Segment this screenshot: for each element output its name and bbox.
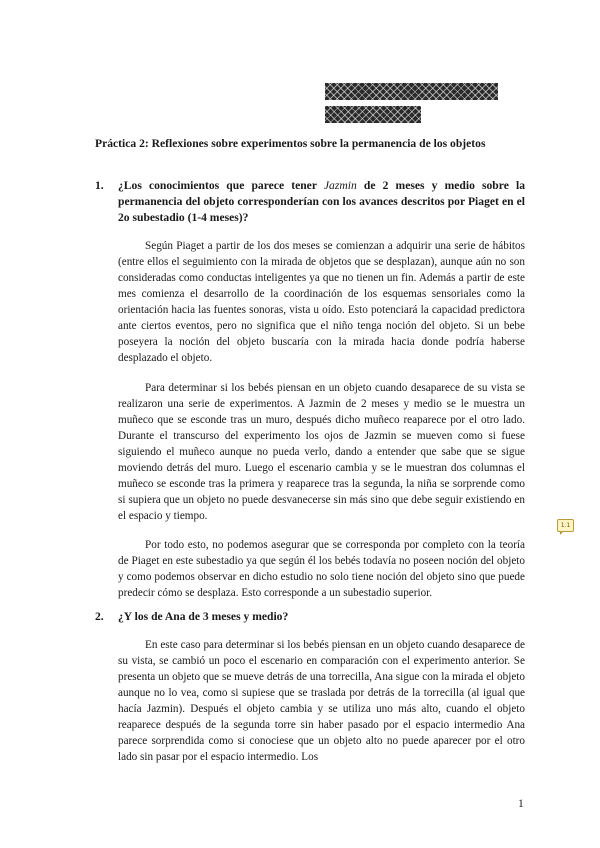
comment-marker-icon[interactable]: 1.1: [557, 519, 574, 532]
redacted-author-line-2: [325, 106, 421, 123]
question-2-number: 2.: [95, 610, 104, 623]
paragraph-3: Por todo esto, no podemos asegurar que se corresponda por completo con la teoría de Piaget en este subestadio ya que según él los bebés todavía no poseen noción del objeto y como podemos observar en dicho estudio no solo tiene noción del objeto sino que puede predecir cómo se desplaza. Esto corresponde a un subestadio superior.: [118, 539, 525, 599]
redacted-author-line-1: [325, 83, 498, 100]
question-1-text: ¿Los conocimientos que parece tener Jazmin de 2 meses y medio sobre la permanencia del objeto corresponderían con los avances descritos por Piaget en el 2o subestadio (1-4 meses)?: [118, 179, 525, 224]
question-1-number: 1.: [95, 179, 104, 192]
paragraph-2: Para determinar si los bebés piensan en un objeto cuando desaparece de su vista se realizaron una serie de experimentos. A Jazmin de 2 meses y medio se le muestra un muñeco que se esconde tras un muro, después dicho muñeco reaparece por el otro lado. Durante el transcurso del experimento los ojos de Jazmin se mueven como si fuese siguiendo el muñeco aunque no pueda verlo, dando a entender que sabe que se sigue moviendo detrás del muro. Luego el escenario cambia y se le muestran dos columnas el muñeco se esconde tras la primera y reaparece tras la segunda, la niña se sorprende como si supiera que un objeto no puede desvanecerse sin más sino que debe seguir existiendo en el espacio y tiempo.: [118, 382, 525, 522]
question-2: [95, 609, 525, 625]
document-title: Práctica 2: Reflexiones sobre experimentos sobre la permanencia de los objetos: [95, 137, 486, 150]
paragraph-1: Según Piaget a partir de los dos meses se comienzan a adquirir una serie de hábitos (entre ellos el seguimiento con la mirada de objetos que se desplazan), aunque aún no son consideradas como conductas inteligentes ya que no tienen un fin. Además a partir de este mes comienza el desarrollo de la coordinación de los esquemas sensoriales como la orientación hacia las fuentes sonoras, vista u oído. Esto potenciará la capacidad predictora ante ciertos eventos, pero no significa que el niño tenga noción del objeto. Si un bebe poseyera la noción del objeto buscaría con la mirada hacia donde podría haberse desplazado el objeto.: [118, 240, 525, 364]
question-1-italic-name: Jazmin: [323, 179, 357, 192]
page-number: 1: [518, 797, 524, 810]
question-1: [95, 178, 525, 226]
paragraph-4: En este caso para determinar si los bebés piensan en un objeto cuando desaparece de su vista, se cambió un poco el escenario en comparación con el experimento anterior. Se presenta un objeto que se mueve detrás de una torrecilla, Ana sigue con la mirada el objeto aunque no lo vea, como si supiese que se traslada por detrás de la torrecilla (al igual que hacía Jazmin). Después el objeto cambia y se utiliza uno más alto, cuando el objeto reaparece después de la segunda torre sin haber pasado por el espacio intermedio Ana parece sorprendida como si conociese que un objeto alto no puede aparecer por el otro lado sin pasar por el espacio intermedio. Los: [118, 639, 525, 763]
question-2-text: ¿Y los de Ana de 3 meses y medio?: [118, 610, 289, 623]
